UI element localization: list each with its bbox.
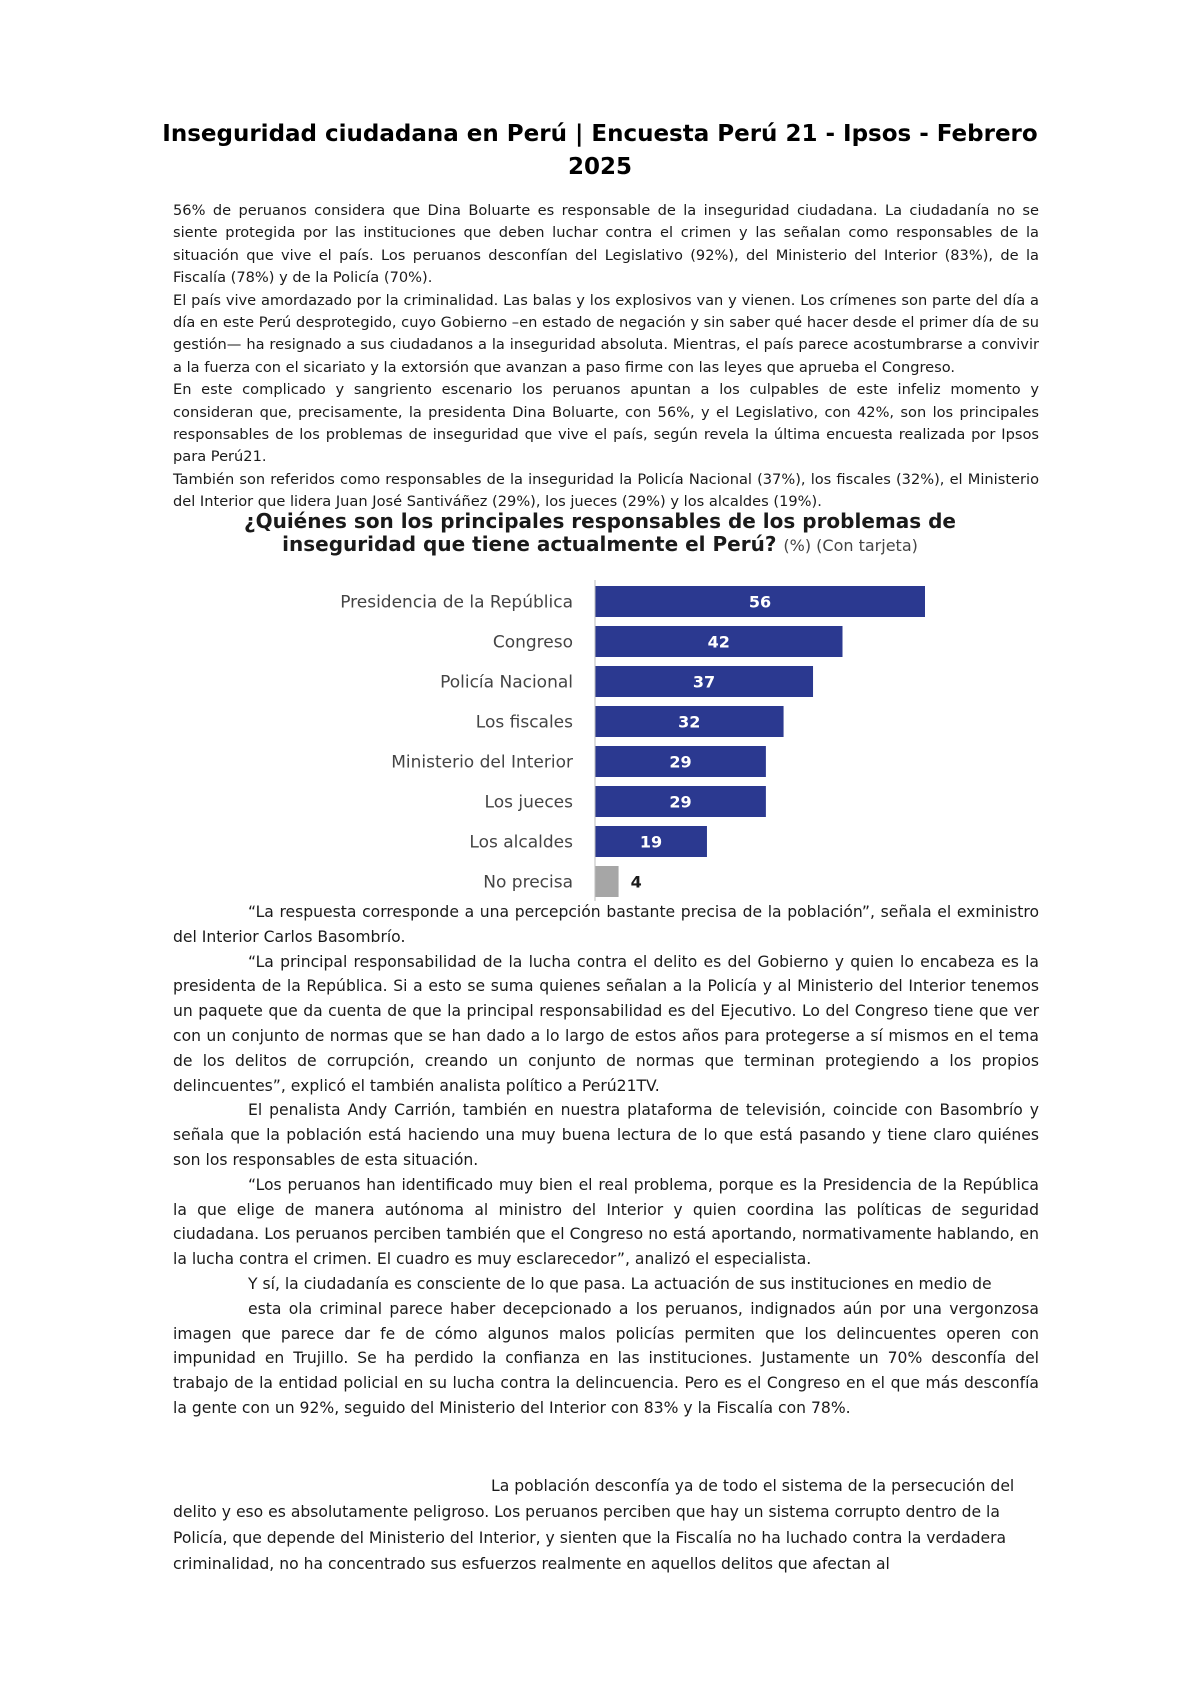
body-paragraph: La población desconfía ya de todo el sistema de la persecución del delito y eso es absolutamente peligroso. Los peruanos perciben que hay un sistema corrupto dentro de la Policía, que depende del Ministerio del Interior, y sienten que la Fiscalía no ha luchado contra la verdadera criminalidad, no ha concentrado sus esfuerzos realmente en aquellos delitos que afectan al — [173, 1477, 1015, 1573]
body-paragraph: “Los peruanos han identificado muy bien el real problema, porque es la Presidencia de la República la que elige de manera autónoma al ministro del Interior y quien coordina las políticas de seguridad ciudadana. Los peruanos perciben también que el Congreso no está aportando, normativamente hablando, en la lucha contra el crimen. El cuadro es muy esclarecedor”, analizó el especialista. — [173, 1175, 1039, 1269]
data-label: 56 — [748, 592, 772, 612]
data-label: 37 — [692, 672, 716, 692]
category-label: Ministerio del Interior — [391, 752, 573, 773]
bar-chart — [200, 510, 1000, 910]
chart-subtitle: (%) (Con tarjeta) — [783, 536, 918, 555]
category-label: Presidencia de la República — [340, 592, 573, 613]
body-paragraph: El penalista Andy Carrión, también en nuestra plataforma de televisión, coincide con Basombrío y señala que la población está haciendo una muy buena lectura de lo que está pasando y tiene claro quiénes son los responsables de esta situación. — [173, 1101, 1039, 1169]
body-paragraph: “La respuesta corresponde a una percepción bastante precisa de la población”, señala el exministro del Interior Carlos Basombrío. — [173, 903, 1039, 946]
intro-section — [173, 200, 1039, 514]
chart-title: ¿Quiénes son los principales responsables de los problemas de inseguridad que tiene actualmente el Perú? — [243, 509, 956, 556]
data-label: 29 — [669, 752, 692, 772]
data-label: 19 — [639, 832, 663, 852]
page-title: Inseguridad ciudadana en Perú | Encuesta Perú 21 - Ipsos - Febrero 2025 — [162, 121, 1038, 180]
category-label: Los alcaldes — [469, 832, 573, 853]
data-label: 32 — [678, 712, 701, 732]
data-label: 42 — [707, 632, 730, 652]
intro-paragraph: El país vive amordazado por la criminalidad. Las balas y los explosivos van y vienen. Los crímenes son parte del día a día en este Perú desprotegido, cuyo Gobierno –en estado de negación y sin saber qué hacer desde el primer día de su gestión— ha resignado a sus ciudadanos a la inseguridad absoluta. Mientras, el país parece acostumbrarse a convivir a la fuerza con el sicariato y la extorsión que avanzan a paso firme con las leyes que aprueba el Congreso. — [173, 291, 1039, 376]
chart-plot — [200, 510, 1000, 910]
category-label: Policía Nacional — [440, 672, 573, 693]
bar — [595, 866, 619, 897]
data-label: 4 — [630, 872, 642, 892]
body-paragraph: esta ola criminal parece haber decepcionado a los peruanos, indignados aún por una vergonzosa imagen que parece dar fe de cómo algunos malos policías permiten que los delincuentes operen con impunidad en Trujillo. Se ha perdido la confianza en las instituciones. Justamente un 70% desconfía del trabajo de la entidad policial en su lucha contra la delincuencia. Pero es el Congreso en el que más desconfía la gente con un 92%, seguido del Ministerio del Interior con 83% y la Fiscalía con 78%. — [173, 1299, 1039, 1417]
closing-section — [173, 1473, 1039, 1577]
data-label: 29 — [669, 792, 692, 812]
body-paragraph: Y sí, la ciudadanía es consciente de lo que pasa. La actuación de sus instituciones en medio de — [248, 1274, 992, 1293]
intro-paragraph: 56% de peruanos considera que Dina Boluarte es responsable de la inseguridad ciudadana. La ciudadanía no se siente protegida por las instituciones que deben luchar contra el crimen y las señalan como responsables de la situación que vive el país. Los peruanos desconfían del Legislativo (92%), del Ministerio del Interior (83%), de la Fiscalía (78%) y de la Policía (70%). — [173, 202, 1039, 287]
category-label: Los jueces — [484, 792, 573, 813]
category-label: No precisa — [483, 872, 573, 893]
category-label: Los fiscales — [475, 712, 573, 733]
category-label: Congreso — [492, 632, 573, 653]
intro-paragraph: También son referidos como responsables de la inseguridad la Policía Nacional (37%), los fiscales (32%), el Ministerio del Interior que lidera Juan José Santiváñez (29%), los jueces (29%) y los alcaldes (19%). — [173, 470, 1039, 511]
body-section — [173, 900, 1039, 1421]
body-paragraph: “La principal responsabilidad de la lucha contra el delito es del Gobierno y quien lo encabeza es la presidenta de la República. Si a esto se suma quienes señalan a la Policía y al Ministerio del Interior tenemos un paquete que da cuenta de que la principal responsabilidad es del Ejecutivo. Lo del Congreso tiene que ver con un conjunto de normas que se han dado a lo largo de estos años para protegerse a sí mismos en el tema de los delitos de corrupción, creando un conjunto de normas que terminan protegiendo a los propios delincuentes”, explicó el también analista político a Perú21TV. — [173, 952, 1039, 1095]
intro-paragraph: En este complicado y sangriento escenario los peruanos apuntan a los culpables de este infeliz momento y consideran que, precisamente, la presidenta Dina Boluarte, con 56%, y el Legislativo, con 42%, son los principales responsables de los problemas de inseguridad que vive el país, según revela la última encuesta realizada por Ipsos para Perú21. — [173, 381, 1039, 466]
